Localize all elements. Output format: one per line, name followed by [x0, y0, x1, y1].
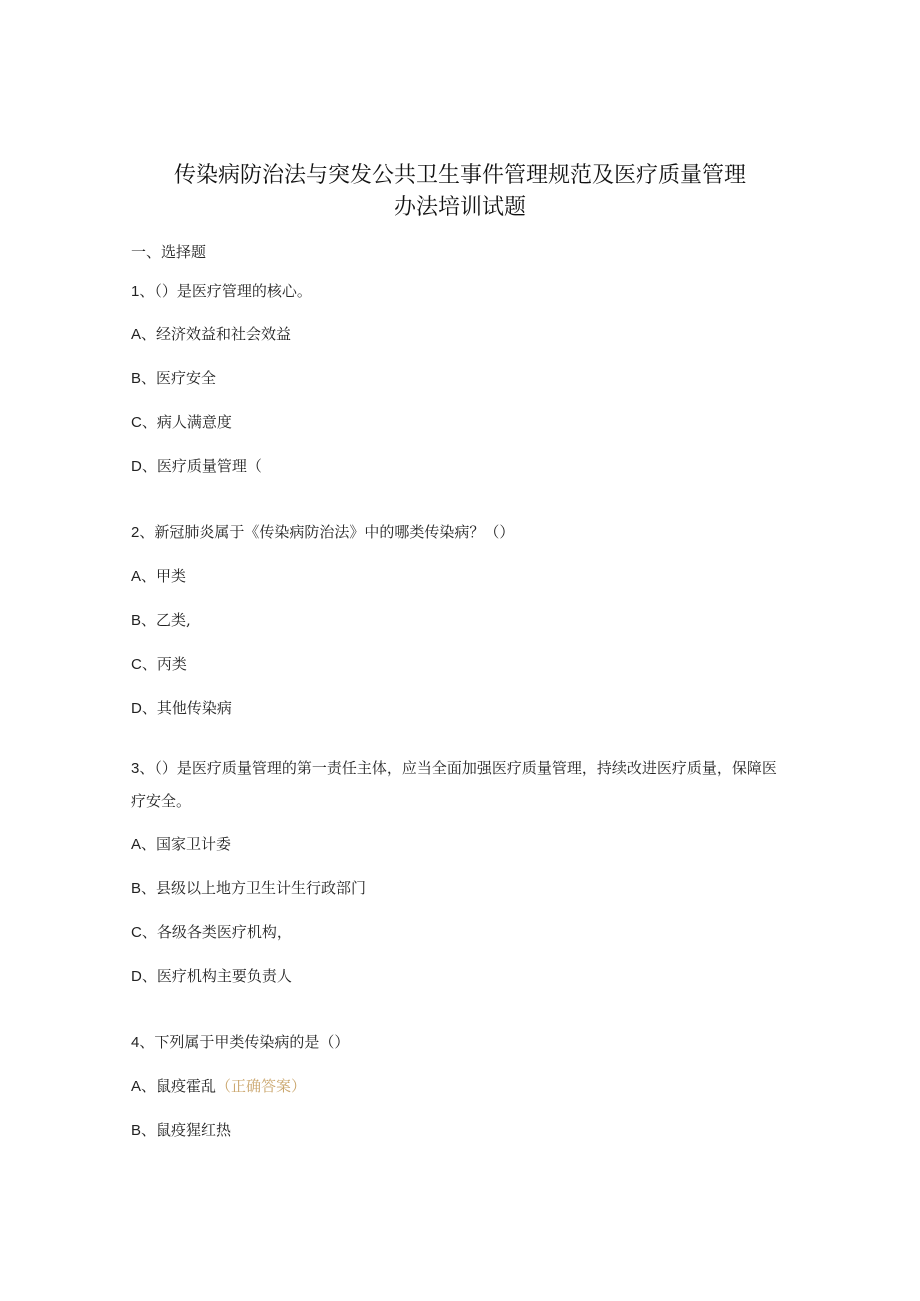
option-text: 、县级以上地方卫生计生行政部门	[141, 879, 367, 897]
option-letter: B	[131, 612, 142, 629]
question-text: 、（）是医疗质量管理的第一责任主体，应当全面加强医疗质量管理，持续改进医疗质量，保障医疗安全。	[131, 759, 777, 810]
option-text: 、国家卫计委	[141, 835, 232, 853]
correct-answer-tag: （正确答案）	[216, 1077, 307, 1095]
option-letter: A	[131, 326, 142, 343]
option-text: 、甲类	[141, 567, 187, 585]
question-3-option-d	[131, 966, 292, 987]
option-letter: A	[131, 836, 142, 853]
question-text: 、（）是医疗管理的核心。	[139, 282, 312, 300]
option-text: 、病人满意度	[141, 413, 232, 431]
question-text: 、下列属于甲类传染病的是（）	[139, 1033, 350, 1051]
question-3-option-b	[131, 878, 366, 899]
question-2-stem	[131, 522, 514, 543]
option-text: 、乙类,	[141, 611, 191, 629]
option-text: 、经济效益和社会效益	[141, 325, 292, 343]
option-letter: C	[131, 656, 142, 673]
question-2-option-a	[131, 566, 186, 587]
question-2-option-b	[131, 610, 191, 631]
question-2-option-d	[131, 698, 232, 719]
section-heading: 一、选择题	[131, 243, 207, 261]
option-text: 、医疗质量管理（	[141, 457, 262, 475]
question-3-stem	[131, 752, 781, 817]
option-text: 、医疗机构主要负责人	[141, 967, 292, 985]
option-letter: C	[131, 924, 142, 941]
option-letter: B	[131, 370, 142, 387]
option-text: 、丙类	[141, 655, 187, 673]
option-letter: C	[131, 414, 142, 431]
option-letter: D	[131, 458, 142, 475]
option-letter: B	[131, 880, 142, 897]
option-text: 、鼠疫猩红热	[141, 1121, 232, 1139]
question-number: 4	[131, 1034, 140, 1051]
question-1-option-a	[131, 324, 291, 345]
question-1-option-c	[131, 412, 232, 433]
option-letter: D	[131, 700, 142, 717]
question-3-option-a	[131, 834, 231, 855]
question-4-option-b	[131, 1120, 231, 1141]
question-number: 2	[131, 524, 140, 541]
question-2-option-c	[131, 654, 187, 675]
question-1-option-b	[131, 368, 216, 389]
option-letter: B	[131, 1122, 142, 1139]
document-title-line-1: 传染病防治法与突发公共卫生事件管理规范及医疗质量管理	[173, 163, 746, 188]
question-text: 、新冠肺炎属于《传染病防治法》中的哪类传染病？（）	[139, 523, 515, 541]
question-number: 3	[131, 760, 140, 777]
option-text: 、其他传染病	[141, 699, 232, 717]
question-4-option-a	[131, 1076, 306, 1097]
option-text: 、各级各类医疗机构，	[141, 923, 292, 941]
question-number: 1	[131, 283, 140, 300]
option-letter: A	[131, 1078, 142, 1095]
option-text: 、医疗安全	[141, 369, 217, 387]
option-text: 、鼠疫霍乱	[141, 1077, 217, 1095]
question-4-stem	[131, 1032, 349, 1053]
document-title-line-2: 办法培训试题	[393, 195, 526, 220]
option-letter: D	[131, 968, 142, 985]
option-letter: A	[131, 568, 142, 585]
question-3-option-c	[131, 922, 292, 943]
question-1-option-d	[131, 456, 262, 477]
question-1-stem	[131, 281, 312, 302]
